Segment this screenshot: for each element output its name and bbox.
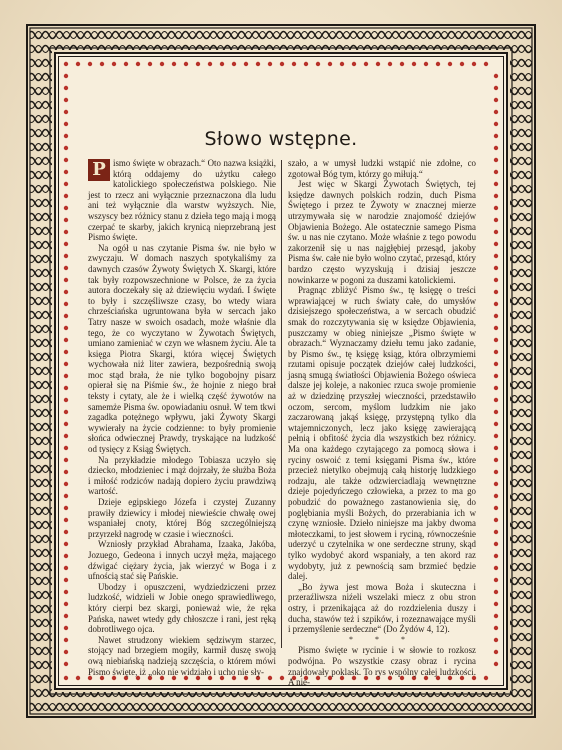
red-dot [494, 290, 498, 294]
paragraph: Pragnąc zbliżyć Pismo św., tę księgę o treści wprawiającej w ruch światy całe, do umysłów dzisiejszego społeczeństwa, a w sercach obudzić smak do rozczytywania się w księdze Objawienia, puszczamy w obieg niniejsze „Pismo święte w obrazach.“ Wyznaczamy dziełu temu jako zadanie, by Pismo św., tę księgę ksiąg, która olbrzymiemi rzutami opisuje początek dziejów całej ludzkości, jasną smugą światłości Objawienia Bożego oświeca dalsze jej koleje, a nakoniec rzuca swoje promienie aż w dziedzinę przyszłej wieczności, przedstawiło oczom, sercom, myślom ludzkim nie jako zaczarowaną jakąś księgę, przystępną tylko dla wtajemniczonych, lecz jako księgę zawierającą pełnią i obfitość życia dla wszystkich bez różnicy. Ma ona każdego czytającego za pomocą słowa i ryciny oswoić z temi księgami Pisma św., które przecież nietylko obejmują całą historję ludzkiego rodzaju, ale także odzwierciadlają wewnętrzne dzieje pojedyńczego człowieka, a przez to ma go pobudzić do poważnego zastanowienia się, do poglębiania myśli Bożych, do przerabiania ich w czynę wzniosłe. Dzieło niniejsze ma jakby dwoma młoteczkami, to jest słowem i ryciną, równocześnie uderzyć u czytelnika w one serdeczne struny, skąd tylko wydobyć akord wspaniały, a ten akord raz wydobyty, już z pewnością sam brzmieć będzie dalej. [288, 285, 476, 582]
red-dot [76, 676, 80, 680]
red-dot [292, 62, 296, 66]
red-dot [494, 242, 498, 246]
red-dot [352, 62, 356, 66]
red-dot [494, 422, 498, 426]
red-dot [494, 218, 498, 222]
red-dot [208, 62, 212, 66]
red-dot [494, 506, 498, 510]
red-dot [340, 62, 344, 66]
red-dot [220, 62, 224, 66]
red-dot [64, 554, 68, 558]
red-dot [494, 230, 498, 234]
red-dot [64, 614, 68, 618]
red-dot [494, 482, 498, 486]
red-dot [494, 74, 498, 78]
red-dot [64, 122, 68, 126]
red-dot [494, 458, 498, 462]
red-dot [412, 62, 416, 66]
red-dot [494, 122, 498, 126]
red-dot [494, 590, 498, 594]
red-dot [64, 86, 68, 90]
red-dot [494, 362, 498, 366]
red-dot [64, 242, 68, 246]
red-dot [64, 422, 68, 426]
red-dot [64, 458, 68, 462]
red-dot [64, 482, 68, 486]
red-dot [494, 614, 498, 618]
red-dot [494, 578, 498, 582]
red-dot [304, 62, 308, 66]
red-dot [64, 590, 68, 594]
right-column [288, 158, 476, 688]
red-dot [256, 62, 260, 66]
red-dot [64, 578, 68, 582]
red-dot [484, 676, 488, 680]
red-dot [400, 62, 404, 66]
red-dot [494, 386, 498, 390]
paragraph: Na ogół u nas czytanie Pisma św. nie było w zwyczaju. W domach naszych spotykaliśmy za dawnych czasów Żywoty Świętych X. Skargi, które tak były rozpowszechnione w Polsce, że za życia autora doczekały się aż dziewięciu wydań. I święte to były i szczęśliwsze czasy, bo wtedy wiara chrześciańska ugruntowana była w sercach jako Tatry nasze w swoich osadach, może właśnie dla tego, że co wyczytano w Żywotach Świętych, umiano zamieniać w czyn we własnem życiu. Ale ta księga Piotra Skargi, która więcej Świętych wychowała niż liter zawiera, bezpośrednią swoją moc stąd brała, że nie tylko bogobojny pisarz opierał się na Piśmie św., że hojnie z niego brał teksty i cytaty, ale że i wielką część żywotów na samemże Pisma św. opowiadaniu osnuł. W tem tkwi zagadka potężnego wpływu, jaki Żywoty Skargi wywierały na życie codzienne: to były promienie słońca odwiecznej Prawdy, tryskające na ludzkość od tysięcy z Ksiąg Świętych. [88, 242, 276, 455]
red-dot [64, 338, 68, 342]
red-dot [64, 266, 68, 270]
red-dot [64, 218, 68, 222]
paragraph: Ubodzy i opuszczeni, wydziedziczeni przez ludzkość, widzieli w Jobie onego sprawiedliwego, który cierpi bez skargi, ponieważ wie, że ręka Pańska, nawet wtedy gdy chłoszcze i rani, jest ręką dobrotliwego ojca. [88, 581, 276, 635]
red-dot [494, 398, 498, 402]
red-dot [494, 638, 498, 642]
red-dot [88, 62, 92, 66]
red-dot [64, 518, 68, 522]
red-dot [494, 86, 498, 90]
drop-cap-initial: P [88, 159, 110, 181]
red-dot [76, 62, 80, 66]
red-dot [64, 350, 68, 354]
red-dot [494, 98, 498, 102]
red-dot [64, 326, 68, 330]
red-dot [64, 386, 68, 390]
page-title: Słowo wstępne. [204, 128, 358, 150]
red-dot [448, 62, 452, 66]
red-dot [64, 62, 68, 66]
red-dot [64, 638, 68, 642]
red-dot [244, 62, 248, 66]
red-dot [494, 554, 498, 558]
red-dot [494, 434, 498, 438]
paragraph: Nawet strudzony wiekiem sędziwym starzec, stojący nad brzegiem mogiły, karmił duszę swoją ową niebiańską nadzieją szczęścia, o którem mówi Pismo święte, iż „oko nie widziało i ucho nie sły- [88, 634, 276, 677]
red-dot [484, 62, 488, 66]
red-dot [64, 662, 68, 666]
red-dot [494, 326, 498, 330]
red-dot [494, 662, 498, 666]
column-divider [281, 160, 282, 648]
red-dot [316, 62, 320, 66]
red-dot [424, 62, 428, 66]
red-dot [64, 494, 68, 498]
red-dot [64, 446, 68, 450]
red-dot [494, 410, 498, 414]
red-dot [64, 98, 68, 102]
red-dot [494, 338, 498, 342]
red-dot [64, 206, 68, 210]
red-dot [64, 410, 68, 414]
paragraph: Jest więc w Skargi Żywotach Świętych, tej księdze dawnych polskich rodzin, duch Pisma Świętego i przez te Żywoty w znacznej mierze utrzymywała się w narodzie znajomość dziejów Objawienia Bożego. Ale ostatecznie samego Pisma św. u nas nie czytano. Może właśnie z tego powodu zakorzenił się u nas najgłębiej przesąd, jakoby Pisma św. całe nie było wolno czytać, przesąd, który bardzo często wyzyskują i dzisiaj jeszcze nowinkarze w pogoni za duszami katolickiemi. [288, 179, 476, 285]
red-dot [64, 170, 68, 174]
red-dot [64, 530, 68, 534]
red-dot [494, 182, 498, 186]
red-dot [268, 62, 272, 66]
red-dot [136, 62, 140, 66]
red-dot [64, 230, 68, 234]
red-dot [472, 62, 476, 66]
red-dot [494, 302, 498, 306]
red-dot [494, 314, 498, 318]
red-dot [172, 62, 176, 66]
red-dot [64, 182, 68, 186]
left-column [88, 158, 276, 677]
red-dot [64, 278, 68, 282]
red-dot [64, 254, 68, 258]
red-dot [64, 506, 68, 510]
red-dot [328, 62, 332, 66]
red-dot [64, 650, 68, 654]
paragraph: „Bo żywa jest mowa Boża i skuteczna i przeraźliwsza niźeli wszelaki miecz z obu stron ostry, i przenikająca aż do rozdzielenia duszy i ducha, stawów też i szpików, i rozeznawające myśli i przemyślenie serdeczne“ (Do Żydów 4, 12). [288, 581, 476, 635]
red-dot [494, 254, 498, 258]
paragraph: ismo święte w obrazach.“ Oto nazwa książki, którą oddajemy do użytku całego katolickiego społeczeństwa polskiego. Nie jest to rzecz ani wyłącznie przeznaczona dla ludu ani też wyłącznie dla warstw wyższych. Nie, wszyscy bez różnicy stanu z dzieła tego mają i mogą czerpać te skarby, jakich krynicą nieprzebraną jest Pismo święte. [88, 158, 276, 243]
red-dot [184, 62, 188, 66]
paragraph: Na przykładzie młodego Tobiasza uczyło się dziecko, młodzieniec i mąż dojrzały, że służba Boża i miłość rodziców nadają dopiero życiu prawdziwą wartość. [88, 454, 276, 497]
paragraph: Dzieje egipskiego Józefa i czystej Zuzanny prawiły dziewicy i młodej niewieście chwałę owej wspaniałej cnoty, której Bóg szczególniejszą przyrzekł nagrodę w czasie i wieczności. [88, 497, 276, 539]
red-dot [64, 110, 68, 114]
red-dot [494, 350, 498, 354]
red-dot [64, 374, 68, 378]
red-dot [160, 62, 164, 66]
red-dot [494, 158, 498, 162]
red-dot [494, 626, 498, 630]
red-dot [494, 470, 498, 474]
red-dot [64, 194, 68, 198]
red-dot [494, 206, 498, 210]
red-dot [100, 62, 104, 66]
red-dot [494, 446, 498, 450]
red-dot [494, 602, 498, 606]
red-dot [494, 650, 498, 654]
red-dot [64, 314, 68, 318]
red-dot [376, 62, 380, 66]
red-dot [494, 278, 498, 282]
red-dot [64, 362, 68, 366]
paragraph: szało, a w umysł ludzki wstąpić nie zdołne, co zgotował Bóg tym, którzy go miłują.“ [288, 158, 476, 179]
red-dot [112, 62, 116, 66]
red-dot [64, 434, 68, 438]
paragraph: Pismo święte w rycinie i w słowie to rozkosz podwójna. Po wszystkie czasy obraz i rycina znajdowały poklask. To rys wspólny całej ludzkości. A nie- [288, 645, 476, 688]
red-dot [148, 62, 152, 66]
red-dot [494, 494, 498, 498]
red-dot [64, 566, 68, 570]
red-dot [64, 302, 68, 306]
red-dot [494, 566, 498, 570]
red-dot [64, 542, 68, 546]
red-dot [280, 676, 284, 680]
red-dot [494, 518, 498, 522]
red-dot [64, 626, 68, 630]
section-separator-stars: * * * [349, 634, 415, 644]
red-dot [494, 170, 498, 174]
red-dot [494, 530, 498, 534]
red-dot [460, 62, 464, 66]
red-dot [64, 398, 68, 402]
red-dot [494, 266, 498, 270]
red-dot [436, 62, 440, 66]
red-dot [64, 470, 68, 474]
red-dot [494, 110, 498, 114]
red-dot [64, 676, 68, 680]
red-dot [64, 602, 68, 606]
red-dot [124, 62, 128, 66]
red-dot [64, 158, 68, 162]
red-dot [494, 374, 498, 378]
red-dot [232, 62, 236, 66]
paragraph: Wzniosły przykład Abrahama, Izaaka, Jakóba, Jozuego, Gedeona i innych uczył męża, mającego dźwigać ciężary życia, jak wierzyć w Boga i z ufnością stać się Pańskie. [88, 539, 276, 582]
red-dot [280, 62, 284, 66]
red-dot [196, 62, 200, 66]
red-dot [388, 62, 392, 66]
red-dot [64, 290, 68, 294]
red-dot [64, 74, 68, 78]
red-dot [494, 542, 498, 546]
red-dot [494, 194, 498, 198]
red-dot [364, 62, 368, 66]
